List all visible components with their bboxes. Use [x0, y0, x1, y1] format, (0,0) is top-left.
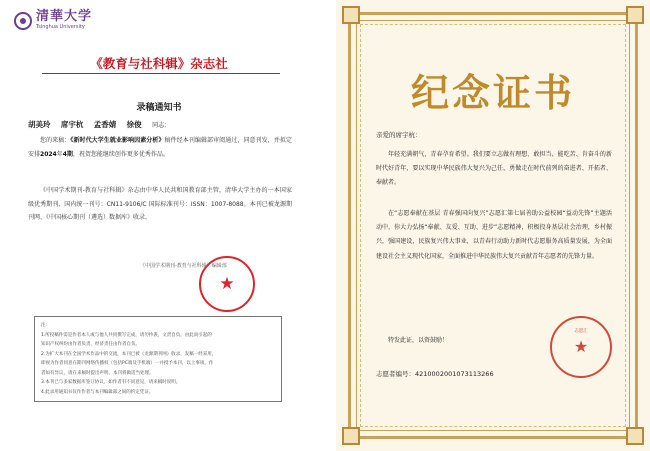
- author-name: 徐俊: [126, 120, 142, 129]
- para1-suffix: ，祝贺您能继续创作更多优秀作品。: [72, 150, 169, 158]
- certificate-title: 纪念证书: [410, 70, 575, 115]
- university-seal-icon: [14, 12, 32, 30]
- volunteer-id: [376, 369, 494, 378]
- certificate-paragraph: 在“志愿奉献在基层 青春强国向复兴”志愿汇第七届善助公益校园“益动先锋”主题活动中，你大力弘扬“奉献、友爱、互助、进步”志愿精神，积极投身基层社会治理，乡村振兴，强国建设，民族复兴伟大事业，以青春行动助力新时代志愿服务高质量发展，为全面建设社会主义现代化国家，全面推进中华民族伟大复兴贡献青年志愿者的先锋力量。: [376, 210, 612, 260]
- journal-info-paragraph: 《中国学术期刊-教育与社科辑》杂志由中华人民共和国教育部主管，清华大学主办的一本国家级优秀期刊，国内统一刊号：CN11-9106/C 国际标准刊号：ISSN：1007-8088。本刊已被龙源期刊网、《中国核心期刊（遴选）数据库》收录。: [28, 187, 292, 221]
- para1-middle: 稿件经本刊编辑部审阅通过，同意刊发，并拟定安排: [28, 137, 292, 158]
- corner-ornament-icon: [626, 427, 644, 445]
- title-divider: [42, 73, 280, 74]
- publication-year-unit: 年: [56, 150, 63, 158]
- authors-suffix: 同志：: [152, 122, 171, 129]
- certificate-red-seal: [550, 316, 612, 378]
- certificate-paragraph: 年轻充满朝气，青春孕育希望。我们要立志做有理想、敢担当、能吃苦、肯奋斗的新时代好青年，要以实现中华民族伟大复兴为己任，勇做走在时代前列的奋进者、开拓者、奉献者。: [376, 151, 612, 187]
- corner-ornament-icon: [626, 6, 644, 24]
- note-line: 4.此录用通知书仅作作者与本刊编辑部之间的约定凭证。: [41, 389, 154, 395]
- note-line: 2.为扩大本刊在全国学术作品中的交流，本刊已被《龙源期刊网》收录，发稿一经采用，: [41, 351, 217, 357]
- note-line: 1.所投稿件需是作者本人或与他人共同撰写完成，请勿抄袭，文责自负，由此而引起的: [41, 332, 212, 338]
- note-line: 3.本刊已与多家数据库签订协议，如作者有不同意见，请来稿时说明。: [41, 380, 181, 385]
- author-name: 胡美玲: [28, 120, 51, 129]
- university-logo: [14, 10, 92, 31]
- author-name: 孟香婧: [93, 120, 117, 129]
- corner-ornament-icon: [342, 427, 360, 445]
- star-icon: ★: [219, 273, 235, 294]
- editorial-office-signature: 《中国学术期刊-教育与社科辑》编辑部: [140, 263, 227, 269]
- editorial-red-seal: [199, 256, 255, 312]
- publication-issue: 4期: [62, 150, 73, 158]
- certificate-closing: 特发此证，以资鼓励！: [388, 337, 449, 344]
- volunteer-id-label: 志愿者编号：: [376, 370, 415, 378]
- note-line: 即视为作者同意在期刊网络传播权（包括PC端及手机端）一并授予本刊，以上事项，作: [41, 361, 214, 366]
- notes-box: [34, 316, 282, 402]
- star-icon: ★: [573, 337, 589, 356]
- journal-title: 《教育与社科辑》杂志社: [90, 56, 228, 71]
- logo-chinese-name: 清華大学: [36, 9, 93, 24]
- certificate-greeting: 亲爱的席宇杭：: [376, 131, 422, 139]
- commemorative-certificate: [336, 0, 650, 451]
- seal-label: 志愿汇: [574, 329, 588, 334]
- logo-english-name: Tsinghua University: [36, 24, 85, 30]
- acceptance-paragraph: [28, 134, 292, 161]
- note-line: 知识产权纠纷由作者负责，经济责任由作者自负。: [41, 342, 140, 347]
- acceptance-notice-document: [0, 0, 318, 451]
- paper-title: 《新时代大学生就业影响因素分析》: [70, 137, 165, 144]
- note-line: 注：: [41, 323, 50, 328]
- note-line: 者如有异议，请在来稿时提出声明，本刊将做适当处理。: [41, 370, 154, 376]
- volunteer-id-value: 4210002001073113266: [415, 370, 494, 378]
- para1-prefix: 您的来稿：: [40, 137, 71, 144]
- author-list: [28, 119, 170, 130]
- author-name: 席宇杭: [60, 120, 84, 129]
- corner-ornament-icon: [342, 6, 360, 24]
- notice-heading: 录稿通知书: [136, 103, 182, 113]
- publication-year: 2024: [40, 150, 57, 158]
